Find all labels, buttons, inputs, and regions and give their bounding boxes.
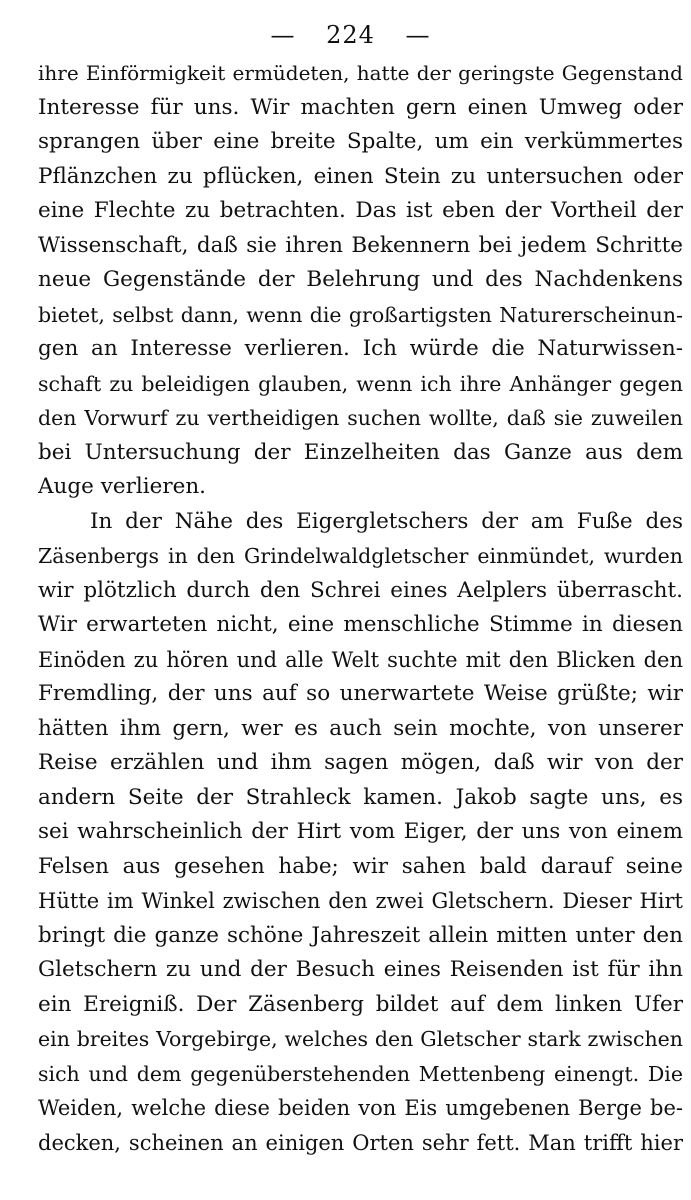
text-line: andern Seite der Strahleck kamen. Jakob sagte uns, es <box>38 784 683 810</box>
text-line: bietet, selbst dann, wenn die großartigsten Naturerscheinun- <box>38 302 683 327</box>
paragraph-2 <box>38 505 683 1161</box>
text-line: Weiden, welche diese beiden von Eis umgebenen Berge be- <box>38 1096 683 1120</box>
text-line: In der Nähe des Eigergletschers der am Fuße des <box>90 508 683 534</box>
text-line: sei wahrscheinlich der Hirt vom Eiger, der uns von einem <box>38 819 683 844</box>
page-header <box>38 14 683 56</box>
text-line: ihre Einförmigkeit ermüdeten, hatte der geringste Gegenstand <box>38 61 683 85</box>
text-line: Wissenschaft, daß sie ihren Bekennern bei jedem Schritte <box>38 232 683 258</box>
text-line: Zäsenbergs in den Grindelwaldgletscher einmündet, wurden <box>38 544 683 568</box>
text-line: Wir erwarteten nicht, eine menschliche Stimme in diesen <box>38 612 683 637</box>
text-line: hätten ihm gern, wer es auch sein mochte, von unserer <box>38 715 683 741</box>
text-line: wir plötzlich durch den Schrei eines Aelplers überrascht. <box>38 577 683 603</box>
text-line: gen an Interesse verlieren. Ich würde die Naturwissen- <box>38 336 683 361</box>
text-line: eine Flechte zu betrachten. Das ist eben der Vortheil der <box>38 198 683 223</box>
header-dash-left: — <box>270 21 296 49</box>
text-line: Reise erzählen und ihm sagen mögen, daß wir von der <box>38 750 683 775</box>
text-line: Gletschern zu und der Besuch eines Reisenden ist für ihn <box>38 957 683 982</box>
header-dash-right: — <box>405 21 431 49</box>
text-line: bringt die ganze schöne Jahreszeit allein mitten unter den <box>38 922 683 948</box>
paragraph-1 <box>38 56 683 505</box>
text-line: Interesse für uns. Wir machten gern einen Umweg oder <box>38 94 683 120</box>
text-line: den Vorwurf zu vertheidigen suchen wollte, daß sie zuweilen <box>38 406 683 430</box>
body-text <box>38 56 683 1160</box>
text-line: Hütte im Winkel zwischen den zwei Gletschern. Dieser Hirt <box>38 889 683 913</box>
text-line: Pflänzchen zu pflücken, einen Stein zu untersuchen oder <box>38 163 683 189</box>
text-line: Auge verlieren. <box>38 474 207 499</box>
text-line: decken, scheinen an einigen Orten sehr fett. Man trifft hier <box>38 1130 683 1155</box>
page-number: 224 <box>326 21 375 49</box>
text-line: Felsen aus gesehen habe; wir sahen bald darauf seine <box>38 853 683 879</box>
text-line: schaft zu beleidigen glauben, wenn ich ihre Anhänger gegen <box>38 371 683 396</box>
text-line: Einöden zu hören und alle Welt suchte mit den Blicken den <box>38 647 683 672</box>
text-line: bei Untersuchung der Einzelheiten das Ganze aus dem <box>38 439 683 465</box>
text-line: sprangen über eine breite Spalte, um ein verkümmertes <box>38 129 683 154</box>
text-line: ein Ereigniß. Der Zäsenberg bildet auf dem linken Ufer <box>38 991 683 1017</box>
text-line: neue Gegenstände der Belehrung und des Nachdenkens <box>38 267 683 292</box>
text-line: Fremdling, der uns auf so unerwartete Weise grüßte; wir <box>38 681 683 706</box>
text-line: ein breites Vorgebirge, welches den Gletscher stark zwischen <box>38 1027 683 1051</box>
text-line: sich und dem gegenüberstehenden Mettenbeng einengt. Die <box>38 1061 683 1086</box>
